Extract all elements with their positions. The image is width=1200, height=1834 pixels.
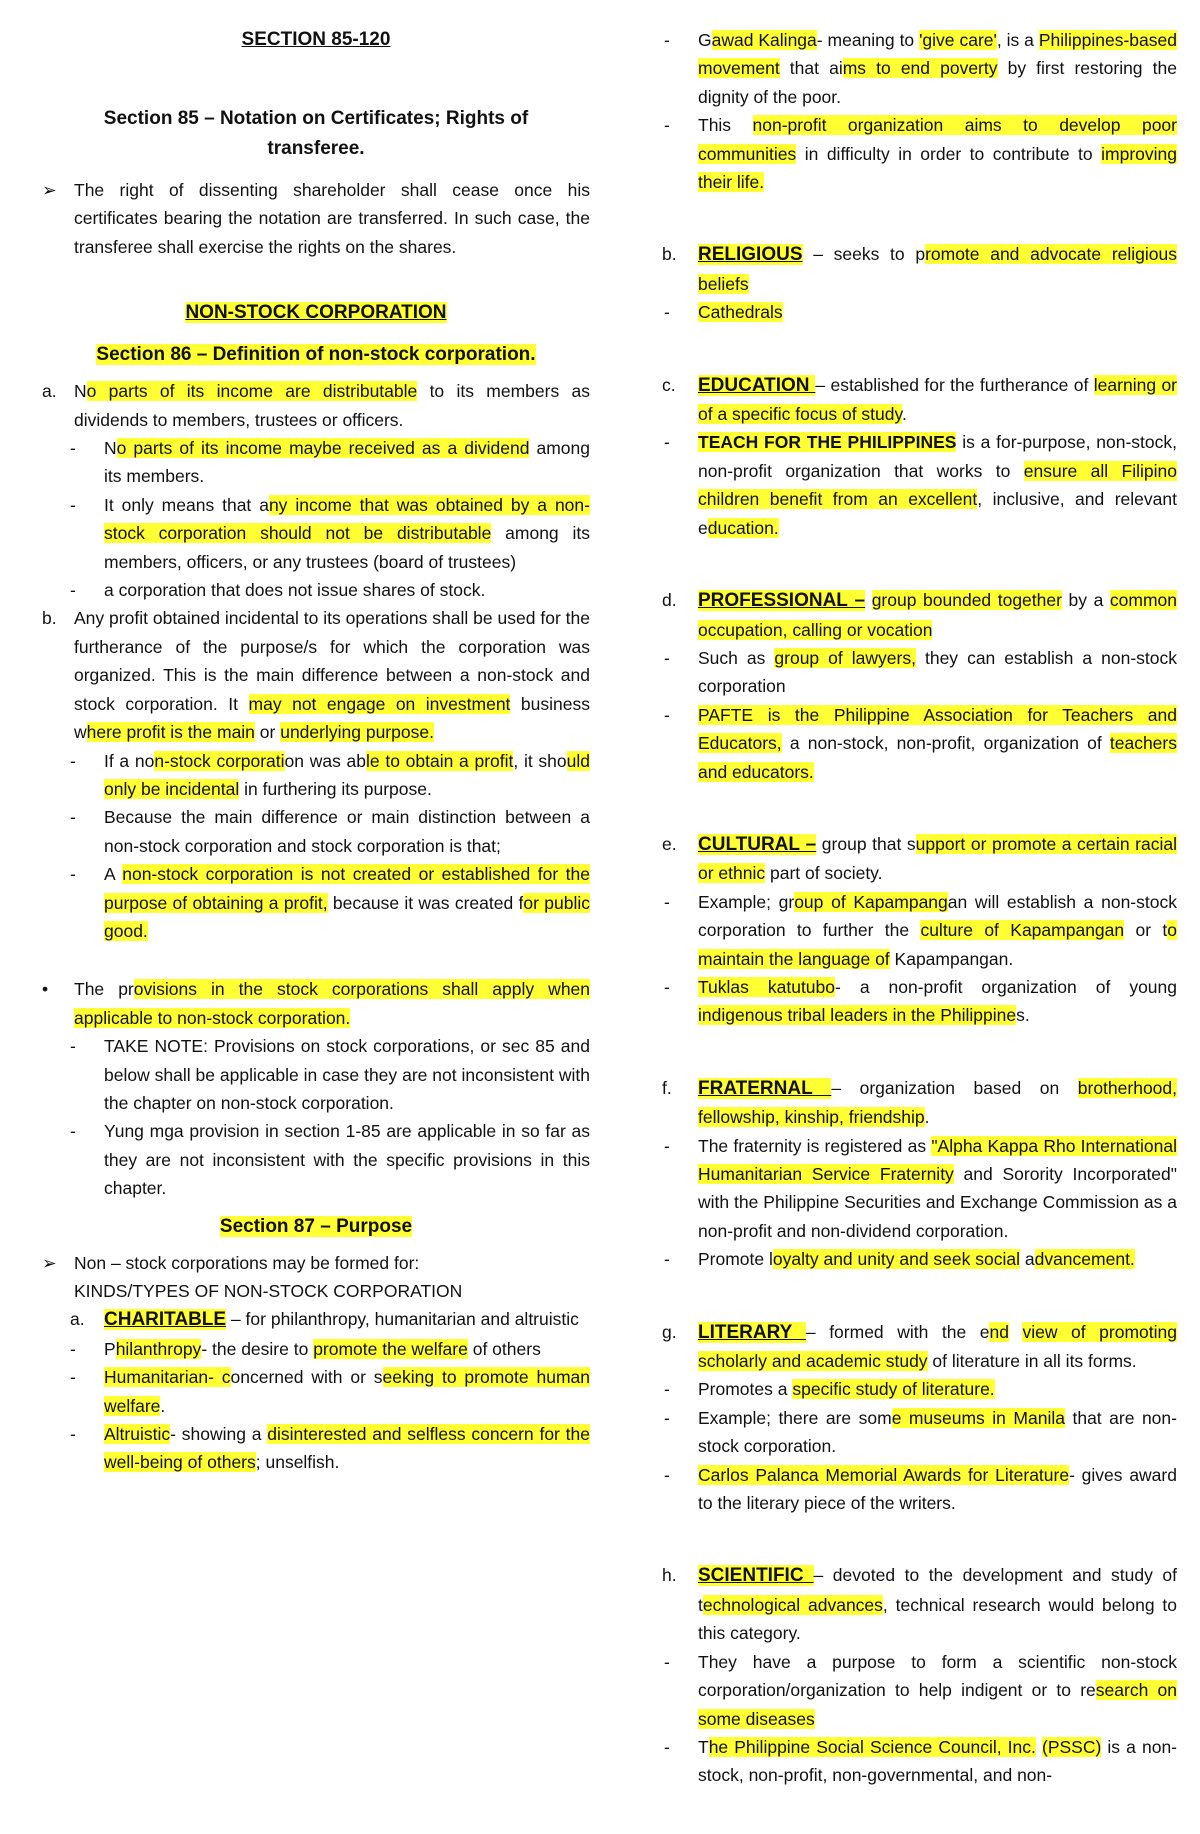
- charitable-dash-3: - Altruistic- showing a disinterested and selfless concern for the well-being of others; unselfish.: [70, 1424, 590, 1473]
- scientific-item: h. SCIENTIFIC – devoted to the development and study of technological advances, technical research would belong to this category.: [662, 1565, 1177, 1644]
- professional-item: d. PROFESSIONAL – group bounded together by a common occupation, calling or vocation: [662, 590, 1177, 640]
- education-dash-1: - TEACH FOR THE PHILIPPINES is a for-purpose, non-stock, non-profit organization that works to ensure all Filipino children benefit from an excellent, inclusive, and relevant education.: [664, 432, 1178, 538]
- fraternal-dash-2: - Promote loyalty and unity and seek social advancement.: [664, 1249, 1135, 1270]
- section-86-item-a: a. No parts of its income are distributable to its members as dividends to members, trustees or officers.: [42, 381, 590, 430]
- section-86-b-dash-2: - Because the main difference or main distinction between a non-stock corporation and stock corporation is that;: [70, 807, 590, 856]
- section-86-b-dash-1: - If a non-stock corporation was able to obtain a profit, it should only be incidental in furthering its purpose.: [70, 750, 590, 799]
- professional-dash-1: - Such as group of lawyers, they can establish a non-stock corporation: [664, 647, 1177, 697]
- fraternal-dash-1: - The fraternity is registered as "Alpha Kappa Rho International Humanitarian Service Fraternity and Sorority Incorporated" with the Philippine Securities and Exchange Commission as a non-profit and non-dividend corporation.: [664, 1135, 1177, 1241]
- provisions-bullet: • The provisions in the stock corporations shall apply when applicable to non-stock corporation.: [42, 979, 591, 1028]
- section-86-a-dash-3: - a corporation that does not issue shares of stock.: [70, 580, 486, 601]
- section-86-a-dash-2: - It only means that any income that was obtained by a non-stock corporation should not be distributable among its members, officers, or any trustees (board of trustees): [70, 494, 590, 572]
- professional-dash-2: - PAFTE is the Philippine Association for Teachers and Educators, a non-stock, non-profit, organization of teachers and educators.: [664, 704, 1177, 782]
- cultural-item: e. CULTURAL – group that support or promote a certain racial or ethnic part of society.: [662, 833, 1177, 884]
- literary-item: g. LITERARY – formed with the end view of promoting scholarly and academic study of literature in all its forms.: [662, 1321, 1177, 1372]
- document-title: SECTION 85-120: [241, 29, 391, 50]
- fraternal-item: f. FRATERNAL – organization based on brotherhood, fellowship, kinship, friendship.: [662, 1077, 1178, 1128]
- gawad-kalinga-dash-2: - This non-profit organization aims to develop poor communities in difficulty in order to contribute to improving their life.: [664, 115, 1177, 193]
- right-column: [662, 26, 1177, 1790]
- literary-dash-1: - Promotes a specific study of literature.: [664, 1379, 995, 1400]
- section-86-a-dash-1: - No parts of its income maybe received as a dividend among its members.: [70, 438, 590, 487]
- section-86-heading: Section 86 – Definition of non-stock corporation.: [96, 344, 536, 366]
- provisions-dash-1: - TAKE NOTE: Provisions on stock corporations, or sec 85 and below shall be applicable in case they are not inconsistent with the chapter on non-stock corporation.: [70, 1036, 590, 1113]
- section-85-heading: Section 85 – Notation on Certificates; Rights of transferee.: [103, 108, 529, 159]
- provisions-dash-2: - Yung mga provision in section 1-85 are applicable in so far as they are not inconsistent with the specific provisions in this chapter.: [70, 1121, 590, 1199]
- religious-dash-1: - Cathedrals: [664, 302, 783, 323]
- cultural-dash-2: - Tuklas katutubo- a non-profit organization of young indigenous tribal leaders in the Philippines.: [664, 976, 1177, 1026]
- gawad-kalinga-dash-1: - Gawad Kalinga- meaning to 'give care', is a Philippines-based movement that aims to end poverty by first restoring the dignity of the poor.: [664, 30, 1177, 107]
- left-column: [42, 26, 590, 1477]
- education-item: c. EDUCATION – established for the furtherance of learning or of a specific focus of study.: [662, 374, 1178, 425]
- section-86-b-dash-3: - A non-stock corporation is not created or established for the purpose of obtaining a profit, because it was created for public good.: [70, 864, 590, 941]
- section-87-heading: Section 87 – Purpose: [219, 1215, 413, 1237]
- charitable-dash-2: - Humanitarian- concerned with or seeking to promote human welfare.: [70, 1367, 590, 1416]
- religious-item: b. RELIGIOUS – seeks to promote and advocate religious beliefs: [662, 244, 1177, 294]
- section-86-item-b: b. Any profit obtained incidental to its operations shall be used for the furtherance of the purpose/s for which the corporation was organized. This is the main difference between a non-stock and stock corporation. It may not engage on investment business where profit is the main or underlying purpose.: [42, 608, 590, 743]
- section-85-bullet: ➢ The right of dissenting shareholder shall cease once his certificates bearing the notation are transferred. In such case, the transferee shall exercise the rights on the shares.: [42, 180, 590, 257]
- non-stock-title: NON-STOCK CORPORATION: [185, 302, 447, 324]
- cultural-dash-1: - Example; group of Kapampangan will establish a non-stock corporation to further the culture of Kapampangan or to maintain the language of Kapampangan.: [664, 891, 1177, 969]
- literary-dash-3: - Carlos Palanca Memorial Awards for Literature- gives award to the literary piece of the writers.: [664, 1464, 1177, 1514]
- section-87-bullet: ➢ Non – stock corporations may be formed for: KINDS/TYPES OF NON-STOCK CORPORATION: [42, 1252, 463, 1301]
- scientific-dash-2: - The Philippine Social Science Council, Inc. (PSSC) is a non-stock, non-profit, non-governmental, and non-: [664, 1736, 1177, 1786]
- charitable-dash-1: - Philanthropy- the desire to promote the welfare of others: [70, 1338, 541, 1359]
- literary-dash-2: - Example; there are some museums in Manila that are non-stock corporation.: [664, 1407, 1177, 1457]
- charitable-item: a. CHARITABLE – for philanthropy, humanitarian and altruistic: [70, 1309, 579, 1331]
- scientific-dash-1: - They have a purpose to form a scientific non-stock corporation/organization to help indigent or to research on some diseases: [664, 1651, 1177, 1729]
